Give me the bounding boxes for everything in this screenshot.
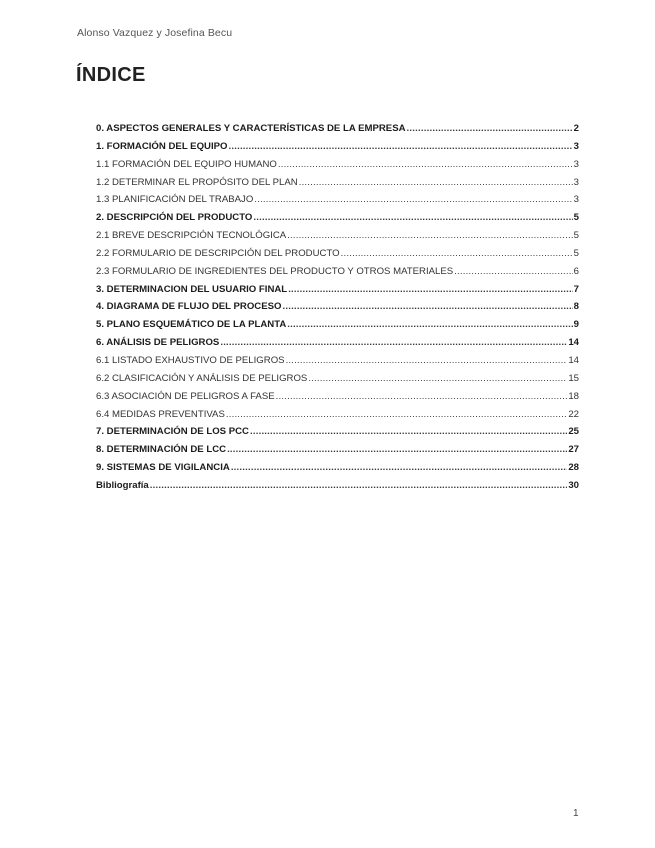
toc-entry-title: 1. FORMACIÓN DEL EQUIPO (96, 140, 228, 152)
toc-dot-leader (228, 138, 572, 156)
toc-dot-leader (226, 406, 567, 424)
toc-entry-title: 1.1 FORMACIÓN DEL EQUIPO HUMANO (96, 158, 277, 170)
toc-entry[interactable] (96, 334, 579, 352)
toc-entry-page: 28 (568, 462, 579, 474)
toc-dot-leader (341, 245, 573, 263)
toc-dot-leader (287, 227, 573, 245)
toc-entry[interactable] (96, 298, 579, 316)
toc-dot-leader (278, 156, 573, 174)
toc-entry[interactable] (96, 263, 579, 281)
toc-entry[interactable] (96, 406, 579, 424)
toc-entry-title: 5. PLANO ESQUEMÁTICO DE LA PLANTA (96, 319, 287, 331)
toc-dot-leader (254, 191, 572, 209)
toc-dot-leader (308, 370, 567, 388)
toc-entry[interactable] (96, 281, 579, 299)
toc-entry[interactable] (96, 245, 579, 263)
toc-entry[interactable] (96, 191, 579, 209)
toc-entry-page: 2 (573, 123, 579, 134)
table-of-contents (96, 120, 579, 495)
toc-entry[interactable] (96, 477, 579, 495)
toc-entry-title: Bibliografía (96, 479, 149, 491)
toc-dot-leader (286, 352, 568, 370)
toc-entry-title: 6. ANÁLISIS DE PELIGROS (96, 337, 220, 349)
toc-entry-page: 3 (573, 158, 579, 170)
toc-entry-page: 3 (573, 176, 579, 188)
toc-entry-page: 9 (573, 319, 579, 331)
toc-entry-page: 6 (573, 265, 579, 277)
toc-entry[interactable] (96, 352, 579, 370)
toc-entry-title: 7. DETERMINACIÓN DE LOS PCC (96, 426, 249, 438)
toc-dot-leader (283, 298, 573, 316)
toc-entry-title: 1.2 DETERMINAR EL PROPÓSITO DEL PLAN (96, 176, 298, 188)
toc-entry-page: 5 (573, 247, 579, 259)
toc-entry[interactable] (96, 227, 579, 245)
toc-entry[interactable] (96, 120, 579, 138)
toc-entry-page: 14 (568, 337, 579, 349)
toc-entry[interactable] (96, 209, 579, 227)
toc-entry-page: 25 (568, 426, 579, 438)
toc-entry-title: 2.2 FORMULARIO DE DESCRIPCIÓN DEL PRODUCTO (96, 247, 340, 259)
toc-entry[interactable] (96, 174, 579, 192)
toc-entry-page: 27 (568, 444, 579, 456)
header-authors: Alonso Vazquez y Josefina Becu (77, 27, 233, 39)
toc-entry-page: 7 (573, 283, 579, 295)
page-title: ÍNDICE (76, 64, 146, 86)
toc-entry[interactable] (96, 138, 579, 156)
toc-entry-page: 30 (568, 479, 579, 491)
toc-entry-page: 3 (573, 194, 579, 206)
toc-dot-leader (276, 388, 568, 406)
toc-dot-leader (220, 334, 567, 352)
toc-entry-page: 15 (568, 372, 579, 384)
toc-entry-title: 6.1 LISTADO EXHAUSTIVO DE PELIGROS (96, 354, 285, 366)
toc-entry-title: 6.4 MEDIDAS PREVENTIVAS (96, 408, 225, 420)
toc-entry-title: 6.3 ASOCIACIÓN DE PELIGROS A FASE (96, 390, 275, 402)
toc-entry-page: 14 (568, 354, 579, 366)
toc-entry[interactable] (96, 370, 579, 388)
toc-entry-title: 2. DESCRIPCIÓN DEL PRODUCTO (96, 212, 253, 224)
toc-entry-page: 5 (573, 230, 579, 242)
toc-entry[interactable] (96, 441, 579, 459)
toc-entry-title: 6.2 CLASIFICACIÓN Y ANÁLISIS DE PELIGROS (96, 372, 308, 384)
toc-entry-title: 3. DETERMINACION DEL USUARIO FINAL (96, 283, 288, 295)
toc-dot-leader (287, 316, 572, 334)
toc-entry-page: 3 (573, 140, 579, 152)
toc-dot-leader (227, 441, 567, 459)
toc-dot-leader (231, 459, 568, 477)
toc-entry-title: 4. DIAGRAMA DE FLUJO DEL PROCESO (96, 301, 282, 313)
toc-entry-page: 18 (568, 390, 579, 402)
toc-entry[interactable] (96, 459, 579, 477)
toc-entry-title: 9. SISTEMAS DE VIGILANCIA (96, 462, 230, 474)
toc-entry-title: 8. DETERMINACIÓN DE LCC (96, 444, 227, 456)
toc-entry-title: 1.3 PLANIFICACIÓN DEL TRABAJO (96, 194, 254, 206)
toc-dot-leader (299, 174, 573, 192)
toc-entry-page: 5 (573, 212, 579, 224)
page-number: 1 (573, 808, 579, 819)
toc-entry-page: 8 (573, 301, 579, 313)
toc-entry-page: 22 (568, 408, 579, 420)
toc-entry-title: 0. ASPECTOS GENERALES Y CARACTERÍSTICAS DE LA EMPRESA (96, 123, 406, 134)
toc-entry-title: 2.3 FORMULARIO DE INGREDIENTES DEL PRODUCTO Y OTROS MATERIALES (96, 265, 454, 277)
toc-dot-leader (253, 209, 572, 227)
toc-dot-leader (250, 423, 567, 441)
toc-dot-leader (454, 263, 572, 281)
toc-dot-leader (407, 120, 573, 138)
toc-dot-leader (150, 477, 568, 495)
toc-dot-leader (288, 281, 572, 299)
toc-entry[interactable] (96, 316, 579, 334)
toc-entry[interactable] (96, 388, 579, 406)
toc-entry-title: 2.1 BREVE DESCRIPCIÓN TECNOLÓGICA (96, 230, 287, 242)
toc-entry[interactable] (96, 423, 579, 441)
toc-entry[interactable] (96, 156, 579, 174)
